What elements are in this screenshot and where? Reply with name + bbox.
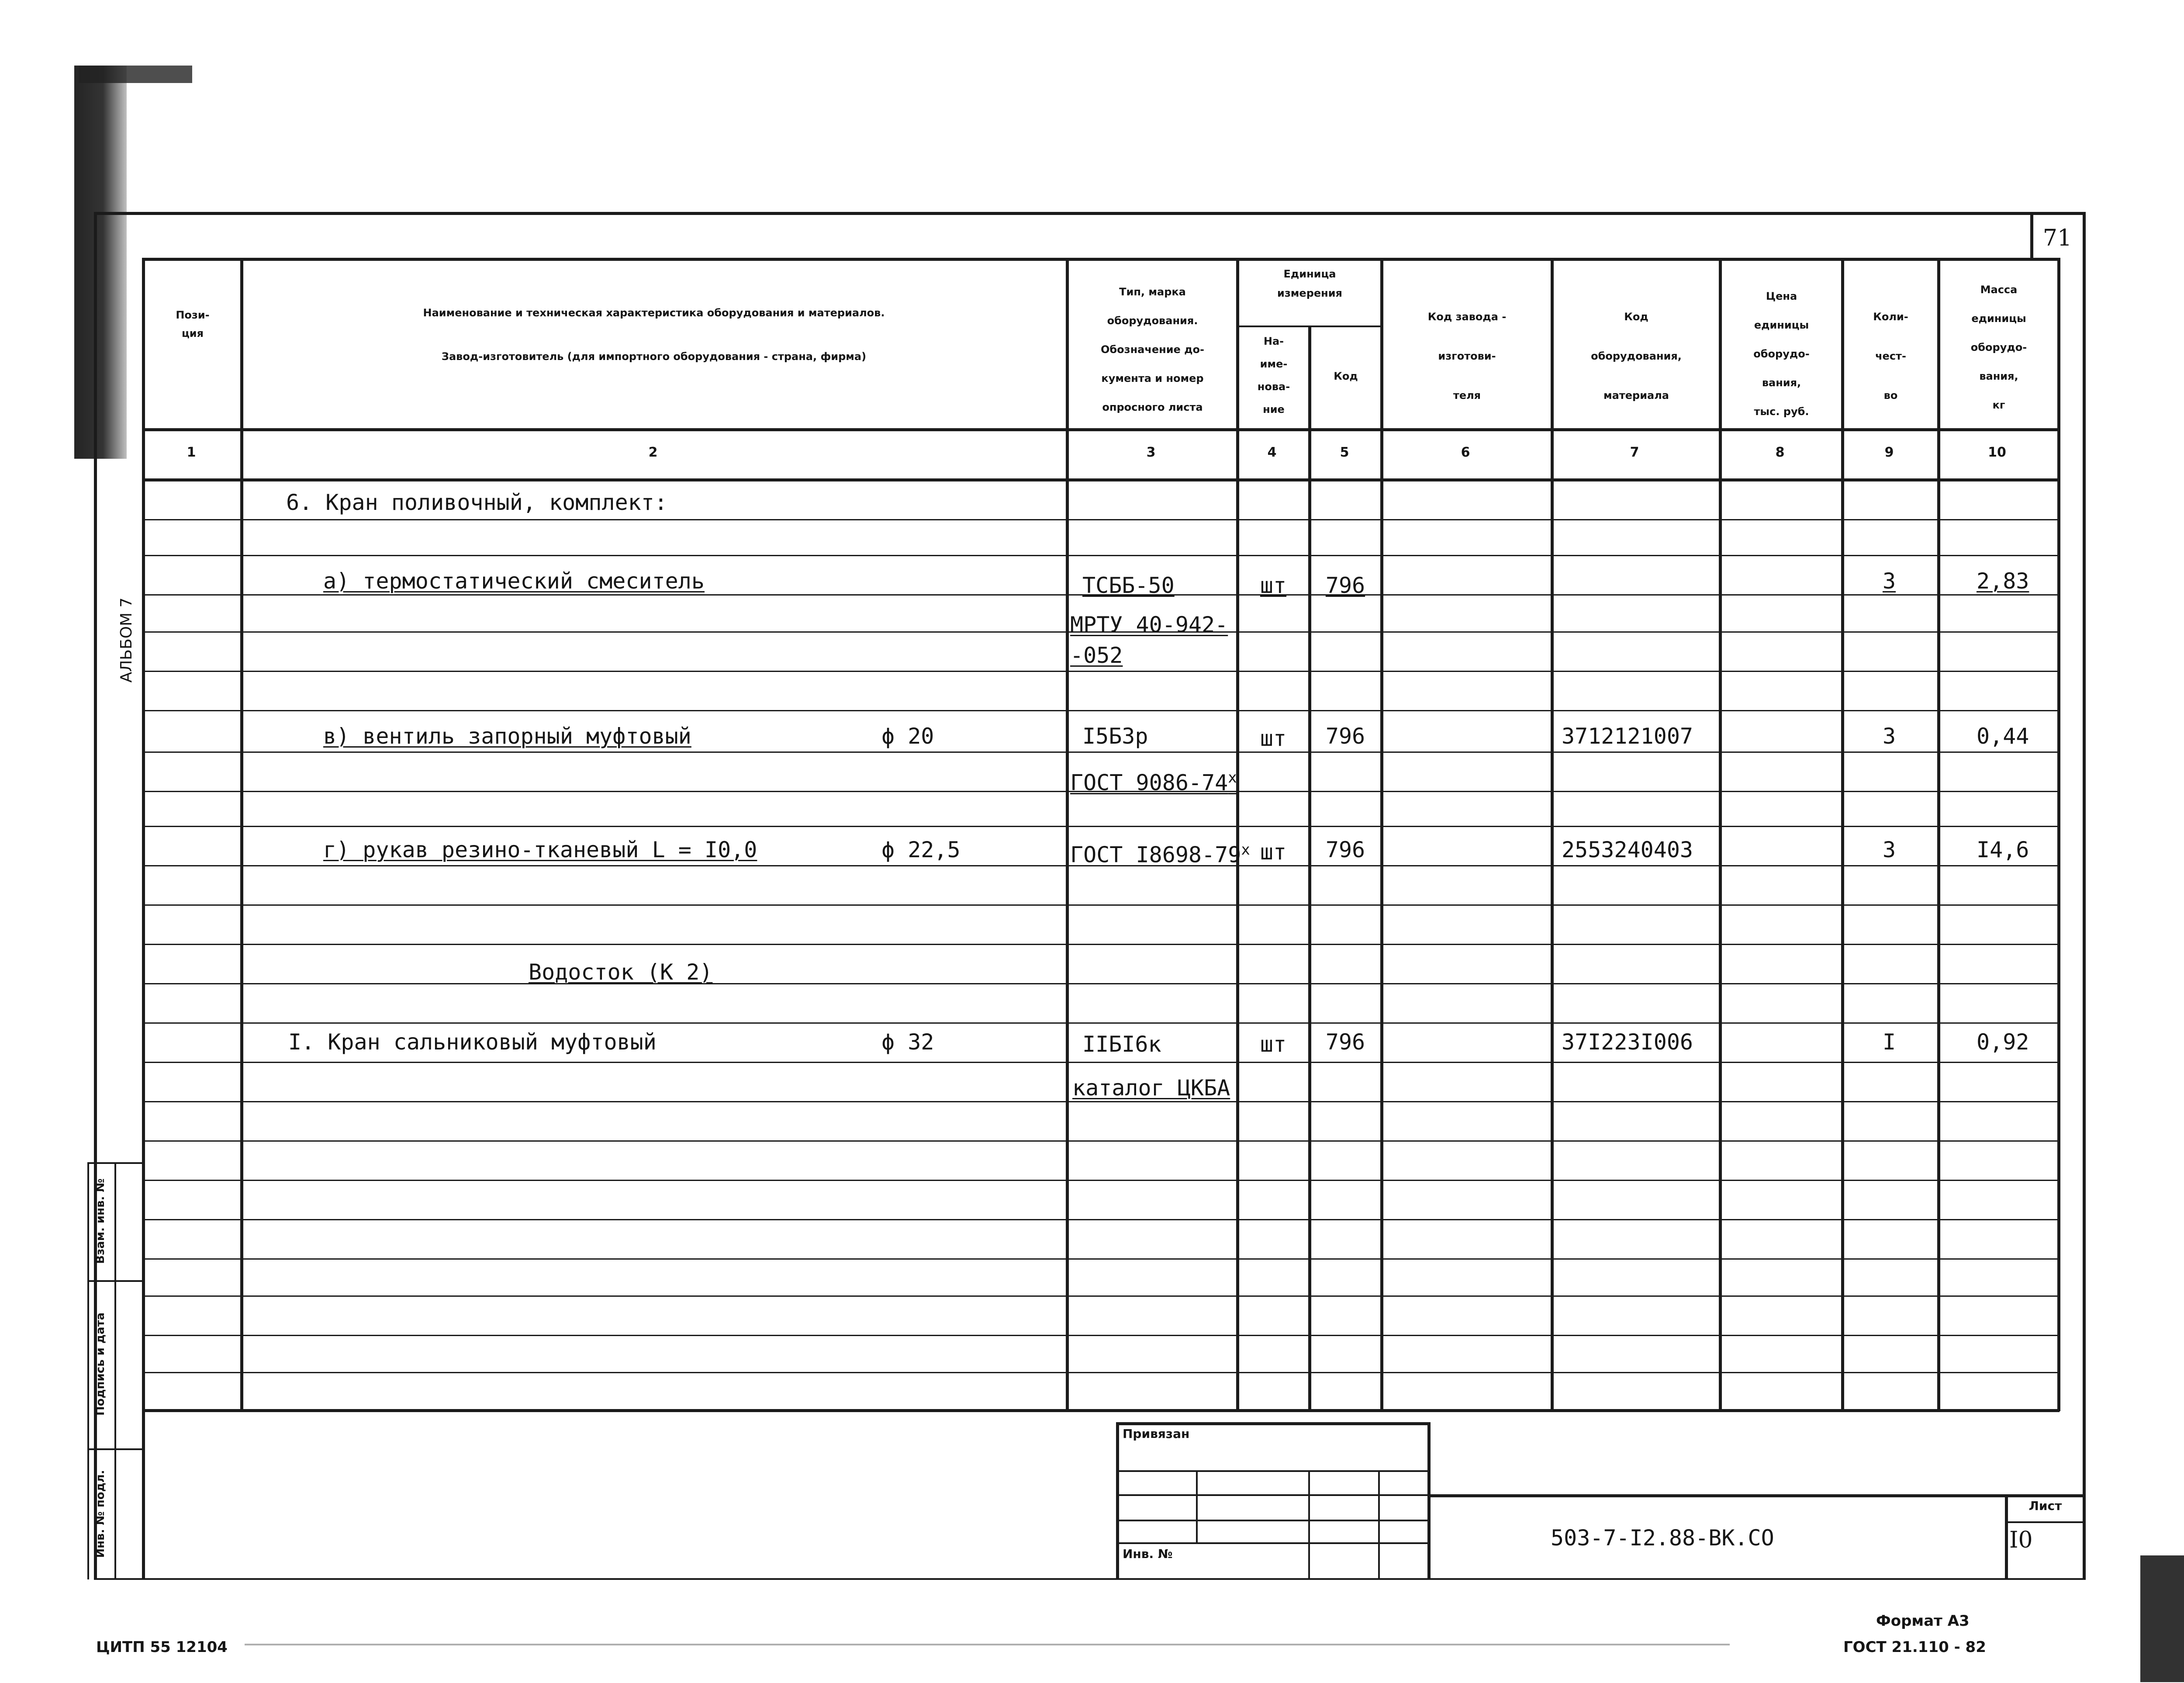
row9-mass: 0,92: [1977, 1029, 2029, 1055]
row7-code: 2553240403: [1562, 837, 1693, 862]
footer-gost: ГОСТ 21.110 - 82: [1843, 1638, 1986, 1656]
row9-name: I. Кран сальниковый муфтовый: [288, 1029, 657, 1055]
tb-sheet-label: Лист: [2028, 1499, 2062, 1513]
header-col10: Масса единицы оборудо- вания, кг: [1970, 284, 2027, 411]
row7-qty: 3: [1882, 837, 1896, 862]
binding-mark-top: [79, 66, 192, 83]
row-rule: [144, 944, 2058, 945]
tb-privyazan-label: Привязан: [1123, 1427, 1190, 1441]
header-col45-group: Единица измерения: [1277, 268, 1342, 299]
row5-code: 3712121007: [1562, 724, 1693, 749]
header-col6: Код завода - изготови- теля: [1427, 311, 1507, 402]
row9-type: IIБI6к: [1082, 1032, 1161, 1057]
tb-privyazan-left: [1116, 1422, 1119, 1579]
stamp-podpis: Подпись и дата: [94, 1312, 107, 1416]
row-rule: [144, 983, 2058, 984]
tb-privyazan-v1: [1196, 1470, 1198, 1542]
row2-unit-code: 796: [1325, 573, 1365, 598]
tb-privyazan-line1: [1116, 1470, 1431, 1472]
colnum-2: 2: [648, 445, 658, 460]
tb-sheet-number: I0: [2009, 1527, 2033, 1553]
row9-qty: I: [1882, 1029, 1896, 1055]
header-col2-line1: Наименование и техническая характеристика оборудования и материалов.: [423, 307, 885, 319]
binding-mark: [74, 66, 127, 459]
row7-type: ГОСТ I8698-79$^x$: [1070, 841, 1250, 868]
row-rule: [144, 555, 2058, 556]
stamp-left: [87, 1162, 89, 1579]
page-box-left: [2030, 212, 2033, 260]
row-rule: [144, 1219, 2058, 1220]
header-col3: Тип, марка оборудования. Обозначение до- кумента и номер опросного листа: [1101, 286, 1204, 413]
stamp-vzam: Взам. инв. №: [94, 1178, 107, 1264]
row-rule: [144, 1180, 2058, 1181]
row9-code: 37I223I006: [1562, 1029, 1693, 1055]
frame-bottom: [94, 1578, 2086, 1580]
row6-type-sup: x: [1228, 769, 1237, 786]
row-rule: [144, 1140, 2058, 1142]
row-rule: [144, 826, 2058, 827]
row-rule: [144, 710, 2058, 711]
colnum-10: 10: [1988, 445, 2006, 460]
tb-inv-no: Инв. №: [1123, 1547, 1173, 1561]
header-col4: На- име- нова- ние: [1257, 335, 1290, 416]
row10-type: каталог ЦКБА: [1072, 1075, 1230, 1101]
header-col5: Код: [1334, 370, 1358, 382]
row7-name: г) рукав резино-тканевый L = I0,0: [323, 837, 757, 862]
row2-unit: шт: [1260, 573, 1287, 598]
row8-section: Водосток (К 2): [529, 959, 713, 985]
page-number: 71: [2042, 225, 2072, 251]
row5-type: I5Б3р: [1082, 724, 1148, 749]
row2-qty: 3: [1882, 568, 1896, 594]
row7-dia: ϕ 22,5: [881, 837, 961, 862]
colnum-8: 8: [1775, 445, 1785, 460]
row-rule: [144, 751, 2058, 753]
album-label: АЛЬБОМ 7: [117, 597, 135, 683]
header-col2-line2: Завод-изготовитель (для импортного оборудования - страна, фирма): [441, 350, 867, 363]
row7-unit-code: 796: [1325, 837, 1365, 862]
stamp-mid: [114, 1162, 116, 1579]
tb-doc-code: 503-7-I2.88-ВК.СО: [1551, 1525, 1774, 1551]
row-rule: [144, 671, 2058, 672]
row7-unit: шт: [1260, 839, 1287, 865]
row-rule: [144, 1372, 2058, 1373]
row5-mass: 0,44: [1977, 724, 2029, 749]
table-bottom: [142, 1409, 2060, 1412]
stamp-inv: Инв. № подл.: [94, 1470, 107, 1558]
tb-privyazan-line3: [1116, 1520, 1431, 1521]
row5-name: в) вентиль запорный муфтовый: [323, 724, 691, 749]
tb-privyazan-v3: [1378, 1470, 1380, 1579]
tb-main-top: [1427, 1494, 2085, 1497]
tb-privyazan-line2: [1116, 1494, 1431, 1496]
row-rule: [144, 1295, 2058, 1297]
colnum-9: 9: [1884, 445, 1894, 460]
colnum-1: 1: [187, 445, 196, 460]
colnum-3: 3: [1146, 445, 1156, 460]
row-rule: [144, 519, 2058, 520]
tb-privyazan-right: [1427, 1422, 1431, 1579]
row-rule: [144, 1101, 2058, 1102]
row1-name: 6. Кран поливочный, комплект:: [286, 490, 667, 515]
row-rule: [144, 904, 2058, 906]
header-col1: Пози- ция: [176, 309, 210, 339]
colnum-4: 4: [1267, 445, 1277, 460]
row9-unit-code: 796: [1325, 1029, 1365, 1055]
row5-qty: 3: [1882, 724, 1896, 749]
stamp-div-2: [87, 1448, 144, 1450]
row2-type: ТСББ-50: [1082, 573, 1175, 598]
footer-dash: [245, 1644, 1730, 1645]
unit-group-line: [1236, 326, 1382, 327]
number-row-bottom: [142, 478, 2060, 481]
scan-mark-right: [2140, 1555, 2184, 1682]
frame-top: [94, 212, 2086, 215]
row5-unit: шт: [1260, 726, 1287, 751]
row2-mass: 2,83: [1977, 568, 2029, 594]
tb-sheet-line: [2005, 1521, 2084, 1523]
row-rule: [144, 1335, 2058, 1336]
colnum-6: 6: [1461, 445, 1470, 460]
row6-type: ГОСТ 9086-74$^x$: [1070, 769, 1237, 796]
row-rule: [144, 1258, 2058, 1260]
colnum-7: 7: [1630, 445, 1639, 460]
row4-type: -052: [1070, 643, 1123, 668]
footer-format: Формат А3: [1876, 1612, 1970, 1630]
header-col9: Коли- чест- во: [1873, 311, 1908, 402]
row9-dia: ϕ 32: [881, 1029, 934, 1055]
tb-privyazan-v2: [1308, 1470, 1310, 1579]
table-top: [142, 258, 2060, 261]
row2-name: а) термостатический смеситель: [323, 568, 705, 594]
colnum-5: 5: [1340, 445, 1349, 460]
stamp-div-1: [87, 1280, 144, 1282]
row5-dia: ϕ 20: [881, 724, 934, 749]
row9-unit: шт: [1260, 1032, 1287, 1057]
row7-mass: I4,6: [1977, 837, 2029, 862]
row7-type-sup: x: [1241, 841, 1250, 859]
table-left: [142, 258, 145, 1579]
row5-unit-code: 796: [1325, 724, 1365, 749]
header-bottom: [142, 428, 2060, 431]
header-col8: Цена единицы оборудо- вания, тыс. руб.: [1753, 290, 1810, 418]
row-rule: [144, 1062, 2058, 1063]
frame-right: [2083, 212, 2086, 1579]
header-col7: Код оборудования, материала: [1591, 311, 1682, 402]
tb-privyazan-top: [1116, 1422, 1431, 1425]
row3-type: МРТУ 40-942-: [1070, 612, 1228, 637]
footer-left: ЦИТП 55 12104: [96, 1638, 228, 1656]
tb-privyazan-line4: [1116, 1542, 1431, 1544]
row-rule: [144, 1022, 2058, 1024]
col-div-4: [1308, 326, 1311, 1409]
